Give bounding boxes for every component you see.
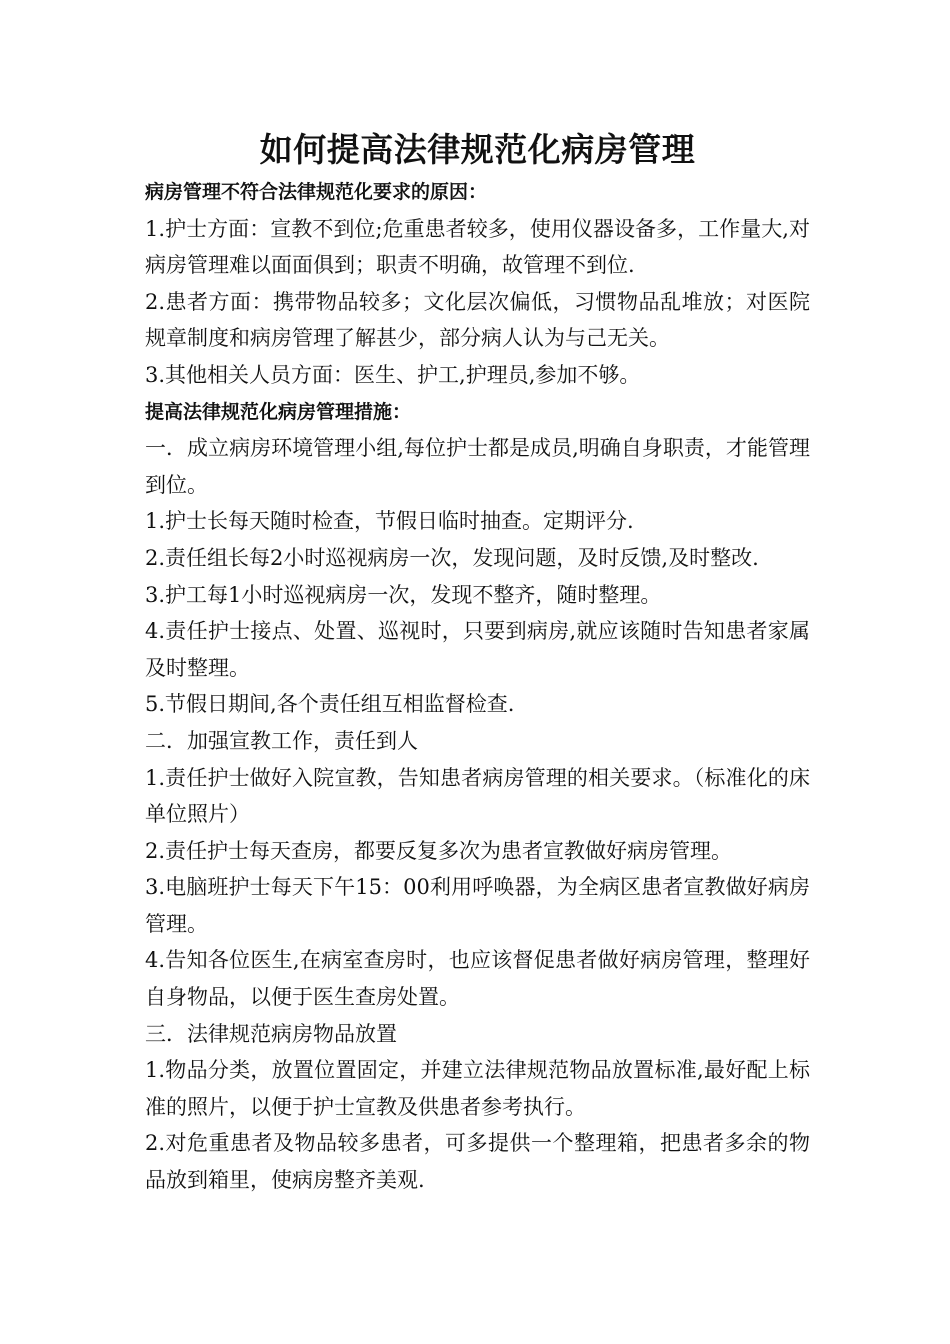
measure-item: 1.责任护士做好入院宣教，告知患者病房管理的相关要求。（标准化的床单位照片） [145,765,810,827]
section-heading-measures: 提高法律规范化病房管理措施： [145,400,412,423]
measure-item: 2.对危重患者及物品较多患者，可多提供一个整理箱，把患者多余的物品放到箱里，使病房整齐美观. [145,1131,810,1193]
measure-item: 2.责任护士每天查房，都要反复多次为患者宣教做好病房管理。 [145,838,733,863]
measure-item: 1.护士长每天随时检查，节假日临时抽查。定期评分. [145,509,634,534]
reason-item: 3.其他相关人员方面：医生、护工,护理员,参加不够。 [145,362,641,387]
part-heading: 三．法律规范病房物品放置 [145,1021,397,1046]
measure-item: 4.责任护士接点、处置、巡视时，只要到病房,就应该随时告知患者家属及时整理。 [145,619,810,680]
document-page [145,126,810,1199]
measure-item: 5.节假日期间,各个责任组互相监督检查. [145,692,515,717]
measure-item: 3.护工每1小时巡视病房一次，发现不整齐，随时整理。 [145,582,662,607]
part-heading: 二．加强宣教工作，责任到人 [145,728,418,753]
section-heading-reasons: 病房管理不符合法律规范化要求的原因： [145,181,488,203]
measure-item: 4.告知各位医生,在病室查房时，也应该督促患者做好病房管理，整理好自身物品，以便于医生查房处置。 [145,948,810,1010]
document-title: 如何提高法律规范化病房管理 [259,130,696,169]
reason-item: 2.患者方面：携带物品较多；文化层次偏低，习惯物品乱堆放；对医院规章制度和病房管理了解甚少，部分病人认为与己无关。 [145,289,810,351]
part-heading: 一．成立病房环境管理小组,每位护士都是成员,明确自身职责，才能管理到位。 [145,436,810,497]
measure-item: 1.物品分类，放置位置固定，并建立法律规范物品放置标准,最好配上标准的照片，以便于护士宣教及供患者参考执行。 [145,1058,810,1119]
measure-item: 3.电脑班护士每天下午15：00利用呼唤器，为全病区患者宣教做好病房管理。 [145,875,810,936]
reason-item: 1.护士方面：宣教不到位;危重患者较多，使用仪器设备多，工作量大,对病房管理难以面面俱到；职责不明确，故管理不到位. [145,216,810,278]
measure-item: 2.责任组长每2小时巡视病房一次，发现问题，及时反馈,及时整改. [145,545,759,570]
